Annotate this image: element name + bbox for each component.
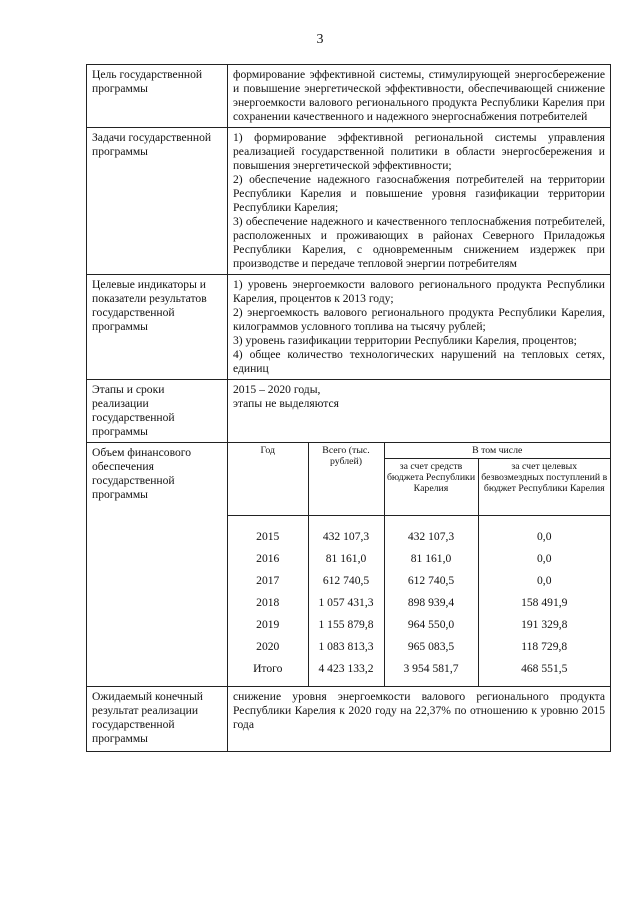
year-cell: 2020 [228, 636, 308, 658]
total-cell: 612 740,5 [308, 570, 384, 592]
indicator-item-3: 3) уровень газификации территории Республики Карелия, процентов; [233, 334, 577, 347]
total-row [228, 658, 610, 686]
year-cell: 2018 [228, 592, 308, 614]
finance-value [228, 443, 611, 687]
indicator-item-2: 2) энергоемкость валового регионального продукта Республики Карелия, килограммов условного топлива на тысячу рублей; [233, 306, 605, 333]
total-cell: 432 107,3 [308, 516, 384, 549]
stages-label: Этапы и сроки реализации государственной программы [87, 380, 228, 443]
total-cell: 1 057 431,3 [308, 592, 384, 614]
tasks-label: Задачи государственной программы [87, 128, 228, 275]
finance-table [228, 443, 610, 686]
year-cell: 2016 [228, 548, 308, 570]
year-cell: 2019 [228, 614, 308, 636]
goal-label: Цель государственной программы [87, 65, 228, 128]
year-cell: Итого [228, 658, 308, 686]
budget-cell: 898 939,4 [384, 592, 478, 614]
grants-cell: 191 329,8 [521, 618, 568, 631]
budget-cell: 81 161,0 [384, 548, 478, 570]
header-grants: за счет целевых безвозмездных поступлений в бюджет Республики Карелия [478, 459, 610, 516]
total-cell: 81 161,0 [308, 548, 384, 570]
budget-cell: 432 107,3 [384, 516, 478, 549]
finance-label: Объем финансового обеспечения государственной программы [87, 443, 228, 687]
task-item-3: 3) обеспечение надежного и качественного теплоснабжения потребителей, расположенных и проживающих в районах Северного Приладожья Республики Карелия, с одновременным снижением издержек при производстве и передаче тепловой энергии потребителям [233, 215, 605, 270]
indicator-item-1: 1) уровень энергоемкости валового регионального продукта Республики Карелия, процентов к 2013 году; [233, 278, 605, 305]
header-budget: за счет средств бюджета Республики Карелия [384, 459, 478, 516]
grants-cell: 468 551,5 [521, 662, 568, 675]
table-row [228, 548, 610, 570]
header-total: Всего (тыс. рублей) [308, 443, 384, 516]
table-row [228, 592, 610, 614]
stages-period: 2015 – 2020 годы, [233, 383, 321, 396]
grants-cell: 158 491,9 [521, 596, 568, 609]
grants-cell: 0,0 [537, 530, 552, 543]
indicator-item-4: 4) общее количество технологических нарушений на тепловых сетях, единиц [233, 348, 605, 375]
year-cell: 2015 [228, 516, 308, 549]
table-row [228, 614, 610, 636]
table-row [228, 636, 610, 658]
table-row [228, 570, 610, 592]
row-indicators [87, 275, 611, 380]
stages-value [228, 380, 611, 443]
tasks-value [228, 128, 611, 275]
row-stages [87, 380, 611, 443]
passport-table [86, 64, 611, 752]
page-number: 3 [316, 32, 324, 47]
indicators-value [228, 275, 611, 380]
grants-cell: 0,0 [537, 574, 552, 587]
row-goal [87, 65, 611, 128]
row-finance [87, 443, 611, 687]
goal-value: формирование эффективной системы, стимулирующей энергосбережение и повышение энергетической эффективности, обеспечивающей снижение энергоемкости валового регионального продукта Республики Карелия при сохранении качественного и надежного энергоснабжения потребителей [228, 65, 611, 128]
budget-cell: 965 083,5 [384, 636, 478, 658]
budget-cell: 3 954 581,7 [384, 658, 478, 686]
table-row [228, 516, 610, 549]
budget-cell: 612 740,5 [384, 570, 478, 592]
stages-note: этапы не выделяются [233, 397, 339, 410]
header-year: Год [228, 443, 308, 516]
total-cell: 1 083 813,3 [308, 636, 384, 658]
task-item-1: 1) формирование эффективной региональной системы управления реализацией государственной политики в области энергосбережения и повышения энергетической эффективности; [233, 131, 605, 172]
row-result [87, 687, 611, 752]
row-tasks [87, 128, 611, 275]
task-item-2: 2) обеспечение надежного газоснабжения потребителей на территории Республики Карелия и повышение уровня газификации территории Республики Карелия; [233, 173, 605, 214]
grants-cell: 118 729,8 [521, 640, 568, 653]
budget-cell: 964 550,0 [384, 614, 478, 636]
header-including: В том числе [384, 443, 610, 459]
result-value: снижение уровня энергоемкости валового регионального продукта Республики Карелия к 2020 году на 22,37% по отношению к уровню 2015 года [228, 687, 611, 752]
grants-cell: 0,0 [537, 552, 552, 565]
total-cell: 1 155 879,8 [308, 614, 384, 636]
year-cell: 2017 [228, 570, 308, 592]
total-cell: 4 423 133,2 [308, 658, 384, 686]
result-label: Ожидаемый конечный результат реализации государственной программы [87, 687, 228, 752]
indicators-label: Целевые индикаторы и показатели результатов государственной программы [87, 275, 228, 380]
